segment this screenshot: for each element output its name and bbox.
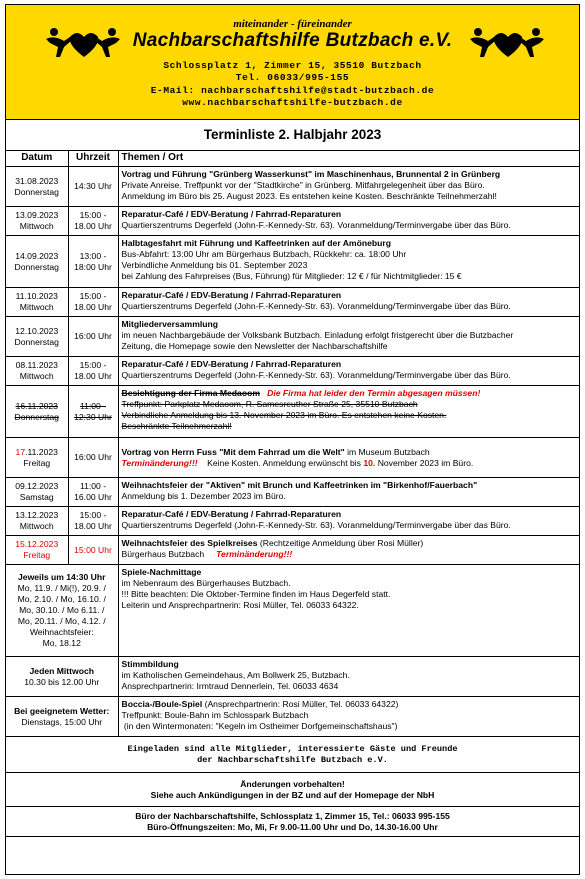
organization-name: Nachbarschaftshilfe Butzbach e.V. <box>132 30 453 51</box>
row-time-end: 12:30 Uhr <box>74 411 112 422</box>
games-date-line: Mo, 2.10. / Mo, 16.10. / <box>17 594 106 604</box>
table-cell <box>6 773 579 807</box>
row-line: Quartierszentrums Degerfeld (John-F.-Kennedy-Str. 63). Voranmeldung/Terminvergabe über das Büro. <box>121 220 511 230</box>
row-title: Mitgliederversammlung <box>121 319 218 329</box>
row-title-note: (Ansprechpartnerin: Rosi Müller, Tel. 06033 64322) <box>202 699 399 709</box>
table-cell <box>118 288 579 317</box>
row-line: !!! Bitte beachten: Die Oktober-Termine finden im Haus Degerfeld statt. <box>121 589 391 599</box>
column-header-topic: Themen / Ort <box>118 151 579 167</box>
table-cell <box>68 507 118 536</box>
row-line: Keine Kosten. Anmeldung erwünscht bis <box>207 457 364 468</box>
row-line: im neuen Nachbargebäude der Volksbank Butzbach. Einladung erfolgt fristgerecht über die Butzbacher <box>121 330 514 340</box>
row-day: Donnerstag <box>14 186 59 197</box>
row-time-end: 18.00 Uhr <box>74 371 112 381</box>
table-cell <box>118 207 579 236</box>
cancel-note: Die Firma hat leider den Termin abgesagen müssen! <box>267 388 481 398</box>
table-cell <box>6 288 68 317</box>
row-line: Bürgerhaus Butzbach <box>121 549 205 559</box>
row-line: Leiterin und Ansprechpartnerin: Rosi Müller, Tel. 06033 64322. <box>121 600 359 610</box>
row-day: Mittwoch <box>19 371 54 381</box>
table-cell <box>118 357 579 386</box>
row-date: 14.09.2023 <box>15 250 59 261</box>
row-day: Samstag <box>19 492 54 502</box>
row-title: Vortrag von Herrn Fuss "Mit dem Fahrrad um die Welt" <box>121 446 345 457</box>
games-row <box>6 565 579 657</box>
games-date-line: Mo, 20.11. / Mo, 4.12. / <box>17 616 106 626</box>
row-time-end: 18.00 Uhr <box>74 221 112 231</box>
row-title: Besichtigung der Firma Medaoom <box>121 388 260 398</box>
table-cell <box>6 317 68 357</box>
table-cell <box>68 386 118 438</box>
changes-row <box>6 773 579 807</box>
games-date-line: Mo, 18.12 <box>42 638 81 648</box>
table-cell <box>6 357 68 386</box>
table-row <box>6 438 579 478</box>
choir-schedule-title: Jeden Mittwoch <box>29 665 94 676</box>
email: E-Mail: nachbarschaftshilfe@stadt-butzbach.de <box>150 85 435 96</box>
table-cell <box>6 438 68 478</box>
games-date-line: Mo, 11.9. / Mi(!), 20.9. / <box>17 583 106 593</box>
row-title: Spiele-Nachmittage <box>121 567 202 577</box>
table-cell <box>68 438 118 478</box>
row-date: 13.12.2023 <box>15 510 59 520</box>
row-line: Beschränkte Teilnehmerzahl! <box>121 421 232 431</box>
column-header-time: Uhrzeit <box>68 151 118 167</box>
table-cell <box>6 657 118 697</box>
row-time-end: 18.00 Uhr <box>74 302 112 312</box>
table-cell <box>6 386 68 438</box>
table-cell <box>6 207 68 236</box>
office-hours: Büro-Öffnungszeiten: Mo, Mi, Fr 9.00-11.00 Uhr und Do, 14.30-16.00 Uhr <box>147 821 438 832</box>
boccia-row <box>6 697 579 737</box>
row-line: Treffpunkt: Boule-Bahn im Schlosspark Butzbach <box>121 710 309 720</box>
table-cell <box>118 507 579 536</box>
table-cell <box>68 236 118 288</box>
table-cell <box>68 478 118 507</box>
table-cell <box>6 565 118 657</box>
table-cell <box>6 478 68 507</box>
table-cell <box>6 236 68 288</box>
row-title: Weihnachtsfeier des Spielkreises <box>121 538 258 548</box>
flyer <box>5 4 580 875</box>
row-title: Stimmbildung <box>121 659 179 669</box>
row-date: 13.09.2023 <box>15 210 59 220</box>
row-time-end: 16.00 Uhr <box>74 492 112 502</box>
row-time-end: 18.00 Uhr <box>74 521 112 531</box>
row-line: Anmeldung bis 1. Dezember 2023 im Büro. <box>121 491 286 501</box>
row-time: 16:00 Uhr <box>74 452 112 462</box>
games-date-line: Mo, 30.10. / Mo 6.11. / <box>19 605 105 615</box>
table-row <box>6 478 579 507</box>
row-date: 09.12.2023 <box>15 481 59 491</box>
row-time-end: 18:00 Uhr <box>74 261 112 272</box>
phone: Tel. 06033/995-155 <box>235 72 350 83</box>
office-row <box>6 807 579 837</box>
choir-time: 10.30 bis 12.00 Uhr <box>24 676 100 687</box>
announcement-note: Siehe auch Ankündigungen in der BZ und auf der Homepage der NbH <box>150 789 435 800</box>
row-line: Private Anreise. Treffpunkt vor der "Stadtkirche" in Grünberg. Mitfahrgelegenheit über das Büro. <box>121 180 485 190</box>
column-header-date: Datum <box>6 151 68 167</box>
table-row <box>6 317 579 357</box>
invitation-row <box>6 737 579 773</box>
row-date: 12.10.2023 <box>15 325 59 336</box>
table-cell <box>118 386 579 438</box>
row-time: 15:00 - <box>79 210 107 220</box>
invitation-line: Eingeladen sind alle Mitglieder, interessierte Gäste und Freunde <box>127 743 458 754</box>
table-cell <box>6 737 579 773</box>
table-row <box>6 167 579 207</box>
row-title: Reparatur-Café / EDV-Beratung / Fahrrad-Reparaturen <box>121 359 342 369</box>
row-date: 15.12.2023 <box>15 539 59 549</box>
row-time: 15:00 Uhr <box>74 544 112 555</box>
row-day: Mittwoch <box>19 302 54 312</box>
table-cell <box>68 207 118 236</box>
table-cell <box>6 507 68 536</box>
changes-note: Änderungen vorbehalten! <box>240 778 345 789</box>
row-line: Verbindliche Anmeldung bis 01. September 2023 <box>121 260 308 270</box>
row-title: Weihnachtsfeier der "Aktiven" mit Brunch und Kaffeetrinken im "Birkenhof/Fauerbach" <box>121 480 478 490</box>
row-line: bei Zahlung des Fahrpreises (Bus, Führung) für Mitglieder: 12 € / für Nichtmitglieder: 15 € <box>121 271 462 281</box>
row-title-location: im Museum Butzbach <box>344 446 430 457</box>
row-time: 13:00 - <box>79 250 107 261</box>
table-cell <box>118 438 579 478</box>
row-time: 11:00 - <box>79 481 107 491</box>
games-schedule-title: Jeweils um 14:30 Uhr <box>18 572 106 582</box>
row-day: Freitag <box>23 457 51 468</box>
table-row-cancelled <box>6 386 579 438</box>
row-title: Reparatur-Café / EDV-Beratung / Fahrrad-Reparaturen <box>121 290 342 300</box>
address: Schlossplatz 1, Zimmer 15, 35510 Butzbach <box>163 60 422 71</box>
row-title: Reparatur-Café / EDV-Beratung / Fahrrad-Reparaturen <box>121 209 342 219</box>
row-day: Mittwoch <box>19 521 54 531</box>
table-cell <box>6 167 68 207</box>
row-line: Ansprechpartnerin: Irmtraud Dennerlein, Tel. 06033 4634 <box>121 681 339 691</box>
row-line: im Nebenraum des Bürgerhauses Butzbach. <box>121 578 291 588</box>
schedule-table <box>6 151 579 837</box>
table-cell <box>118 697 579 737</box>
row-time: 11:00 - <box>79 400 107 411</box>
change-note: Terminänderung!!! <box>216 549 293 559</box>
table-row <box>6 288 579 317</box>
choir-row <box>6 657 579 697</box>
table-cell <box>118 317 579 357</box>
table-cell <box>118 565 579 657</box>
row-line: Anmeldung im Büro bis 25. August 2023. Es entstehen keine Kosten. Beschränkte Teilnehmerzahl! <box>121 191 497 201</box>
row-day: Donnerstag <box>14 411 59 422</box>
office-address: Büro der Nachbarschaftshilfe, Schlossplatz 1, Zimmer 15, Tel.: 06033 995-155 <box>135 810 450 821</box>
table-row <box>6 207 579 236</box>
row-date: 11.10.2023 <box>15 291 58 301</box>
table-header-row <box>6 151 579 167</box>
table-row <box>6 507 579 536</box>
page-title: Terminliste 2. Halbjahr 2023 <box>6 120 579 151</box>
row-time: 15:00 - <box>79 291 107 301</box>
boccia-schedule-title: Bei geeignetem Wetter: <box>14 705 110 716</box>
table-cell <box>118 236 579 288</box>
website: www.nachbarschaftshilfe-butzbach.de <box>182 97 403 108</box>
table-row <box>6 536 579 565</box>
row-day: Mittwoch <box>19 221 54 231</box>
row-time: 15:00 - <box>79 510 107 520</box>
row-date: 31.08.2023 <box>15 175 59 186</box>
row-date: 16.11.2023 <box>15 400 58 411</box>
table-cell <box>6 807 579 837</box>
row-time: 16:00 Uhr <box>74 331 112 341</box>
row-time: 14:30 Uhr <box>74 181 112 191</box>
row-line: Bus-Abfahrt: 13:00 Uhr am Bürgerhaus Butzbach, Rückkehr: ca. 18:00 Uhr <box>121 249 407 259</box>
change-note: Terminänderung!!! <box>121 457 198 468</box>
table-cell <box>68 536 118 565</box>
row-day: Freitag <box>23 550 51 560</box>
invitation-line: der Nachbarschaftshilfe Butzbach e.V. <box>197 754 388 765</box>
table-row <box>6 357 579 386</box>
row-day: Donnerstag <box>14 336 59 347</box>
row-line: Quartierszentrums Degerfeld (John-F.-Kennedy-Str. 63). Voranmeldung/Terminvergabe über das Büro. <box>121 520 511 530</box>
row-line: (in den Wintermonaten: "Kegeln im Ostheimer Dorfgemeinschaftshaus") <box>123 721 398 731</box>
header <box>6 5 579 120</box>
row-title: Halbtagesfahrt mit Führung und Kaffeetrinken auf der Amöneburg <box>121 238 391 248</box>
row-line: Treffpunkt: Parkplatz Medaoom, R. Samesreuther Straße 25, 35510 Butzbach <box>121 399 418 409</box>
table-cell <box>68 167 118 207</box>
row-title: Boccia-/Boule-Spiel <box>121 699 203 709</box>
boccia-time: Dienstags, 15:00 Uhr <box>21 716 103 727</box>
table-cell <box>118 478 579 507</box>
table-cell <box>68 288 118 317</box>
row-time: 15:00 - <box>79 360 107 370</box>
table-cell <box>68 357 118 386</box>
table-cell <box>118 657 579 697</box>
table-cell <box>68 317 118 357</box>
row-line-highlight: 10. <box>363 457 376 468</box>
row-line: Quartierszentrums Degerfeld (John-F.-Kennedy-Str. 63). Voranmeldung/Terminvergabe über das Büro. <box>121 301 511 311</box>
table-row <box>6 236 579 288</box>
row-line: Quartierszentrums Degerfeld (John-F.-Kennedy-Str. 63). Voranmeldung/Terminvergabe über das Büro. <box>121 370 511 380</box>
row-line: November 2023 im Büro. <box>375 457 474 468</box>
row-line: im Katholischen Gemeindehaus, Am Bollwerk 25, Butzbach. <box>121 670 350 680</box>
table-cell <box>6 697 118 737</box>
row-title: Reparatur-Café / EDV-Beratung / Fahrrad-Reparaturen <box>121 509 342 519</box>
table-cell <box>118 167 579 207</box>
row-line: Verbindliche Anmeldung bis 13. November 2023 im Büro. Es entstehen keine Kosten. <box>121 410 447 420</box>
row-title: Vortrag und Führung "Grünberg Wasserkunst" im Maschinenhaus, Brunnental 2 in Grünberg <box>121 169 501 179</box>
row-date: 08.11.2023 <box>15 360 58 370</box>
tagline: miteinander - füreinander <box>233 18 352 30</box>
table-cell <box>118 536 579 565</box>
row-date-changed: 17 <box>15 446 26 457</box>
row-title-note: (Rechtzeitige Anmeldung über Rosi Müller) <box>257 538 424 548</box>
row-day: Donnerstag <box>14 261 59 272</box>
row-date: .11.2023 <box>25 446 58 457</box>
games-date-line: Weihnachtsfeier: <box>29 627 94 637</box>
table-cell <box>6 536 68 565</box>
row-line: Zeitung, die Homepage sowie den Newsletter der Nachbarschaftshilfe <box>121 341 388 351</box>
